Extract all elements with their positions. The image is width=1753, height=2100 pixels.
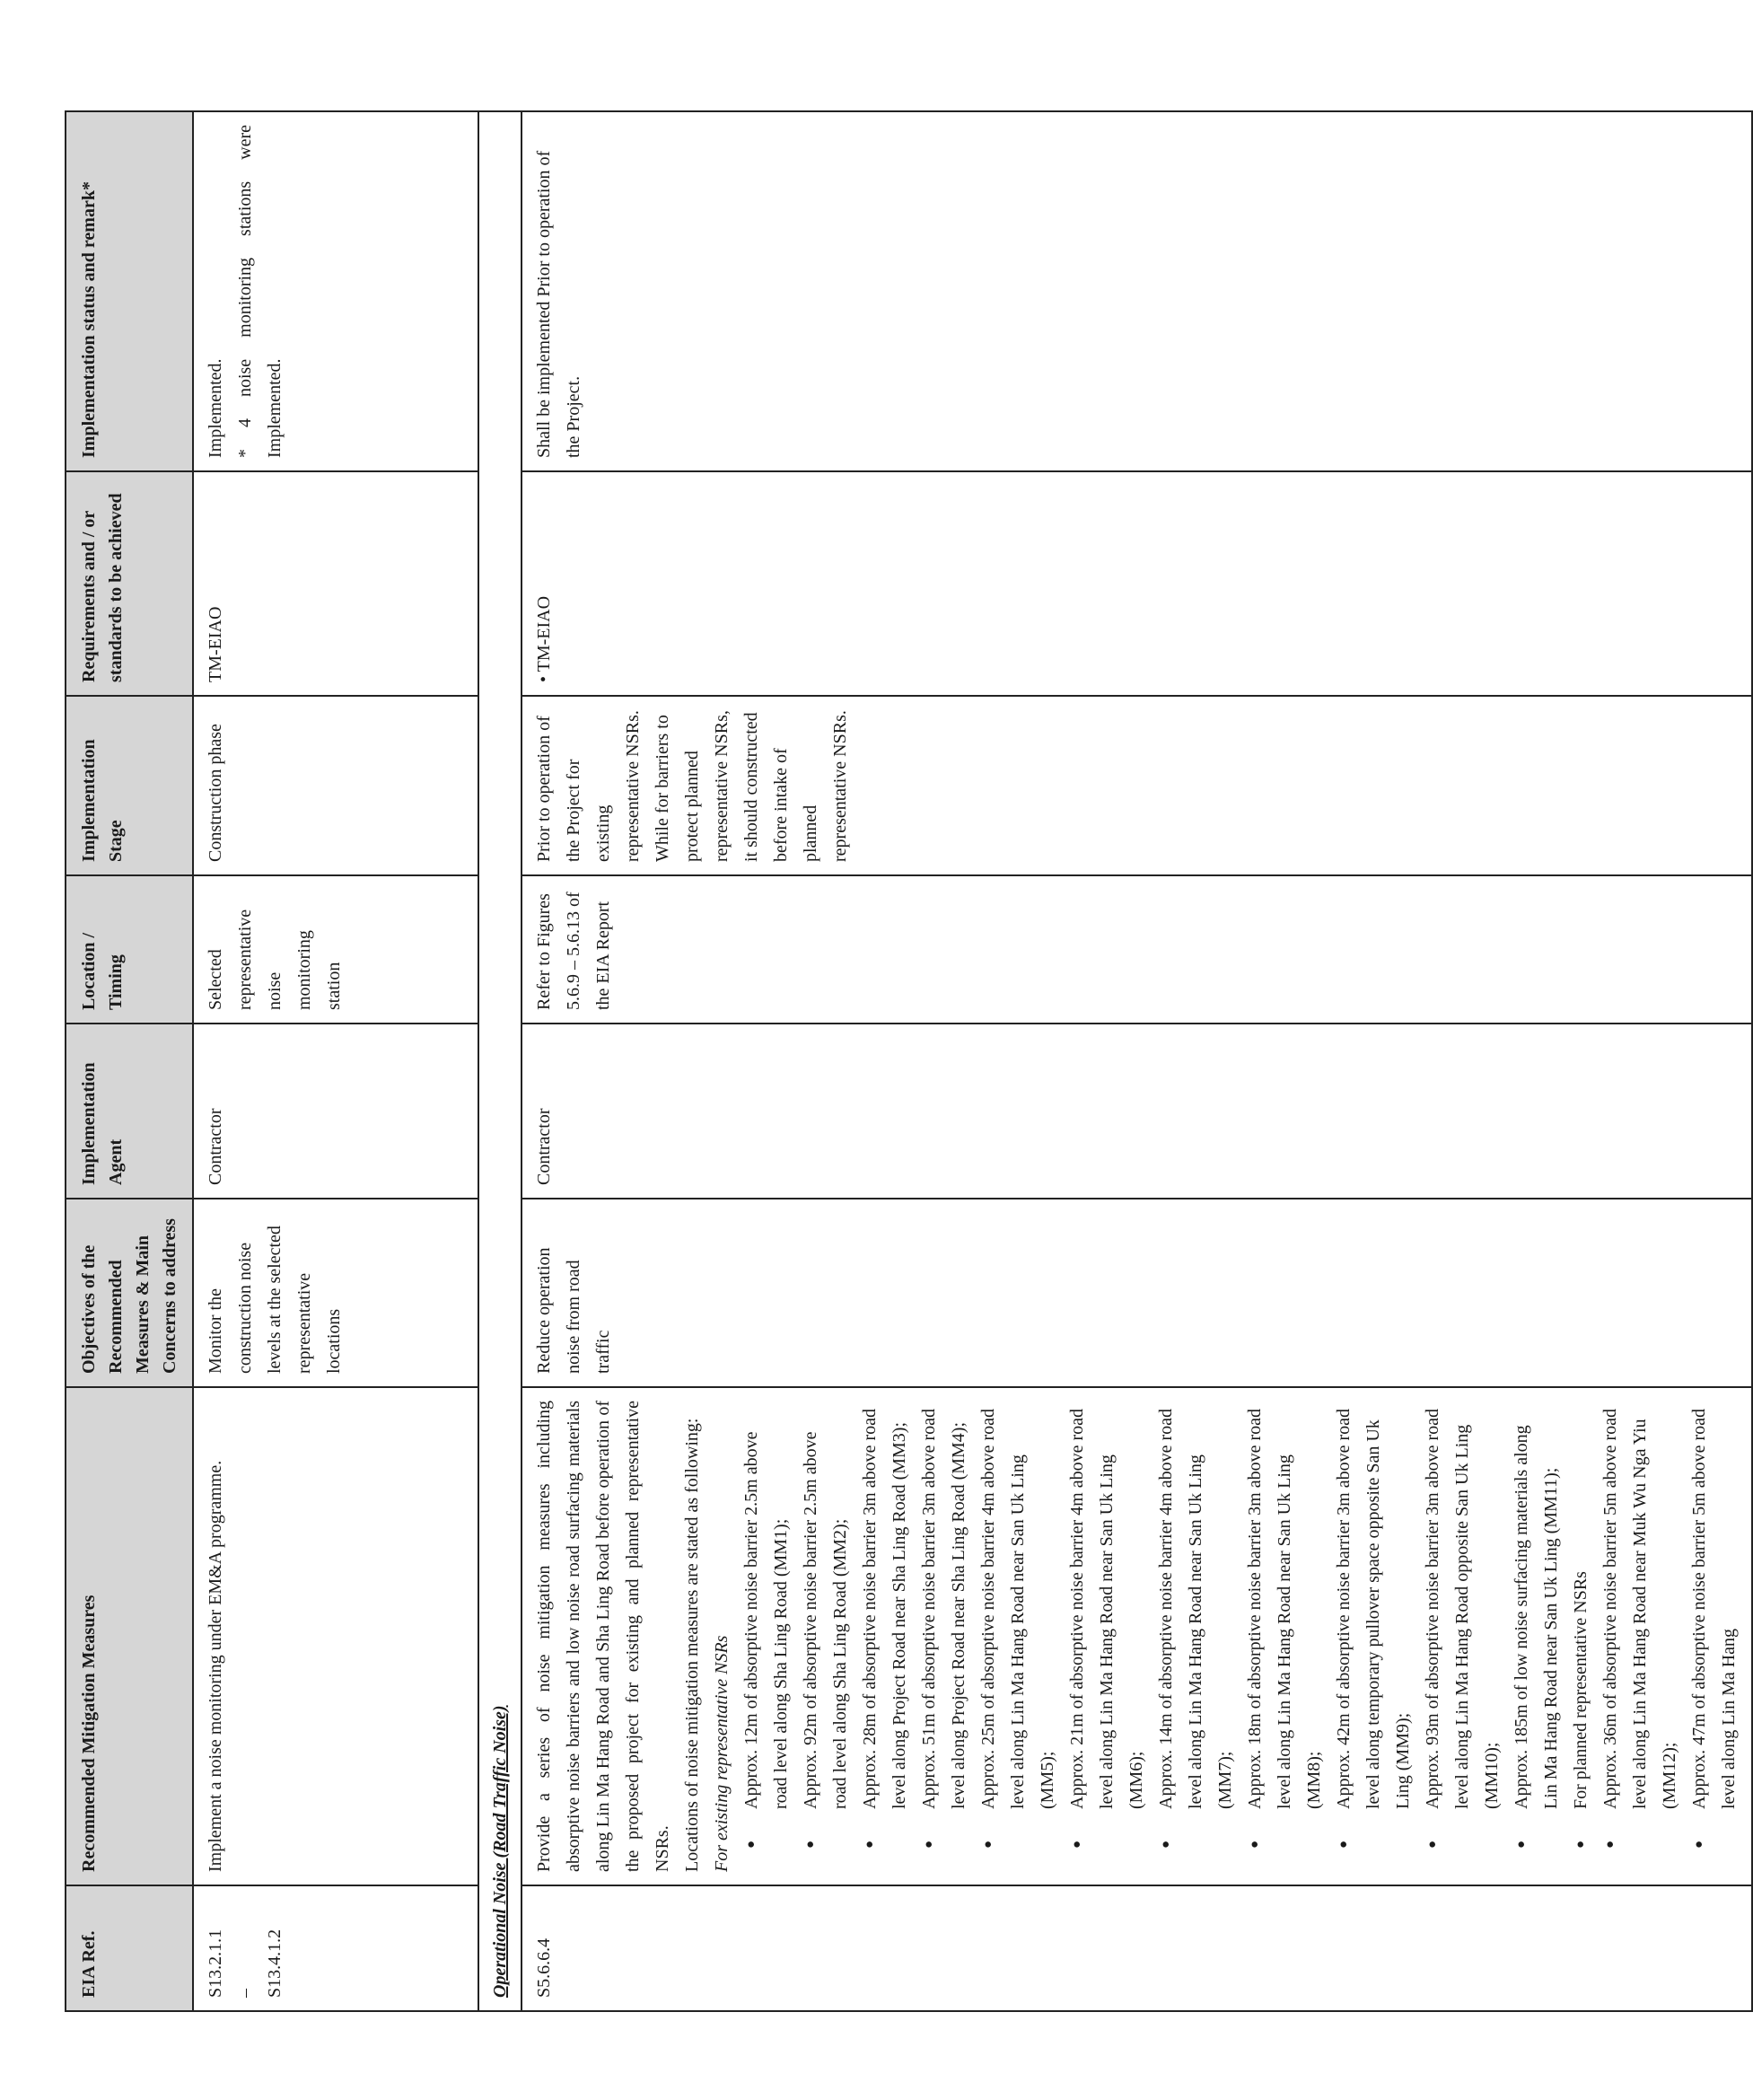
- col-header-stage: Implementation Stage: [66, 696, 193, 875]
- col-header-location: Location / Timing: [66, 875, 193, 1024]
- status-line-2: * 4 noise monitoring stations were Implemented.: [235, 125, 285, 458]
- col-header-measures: Recommended Mitigation Measures: [66, 1387, 193, 1885]
- existing-nsr-list: [737, 1401, 1566, 1872]
- header-row: [66, 111, 193, 2011]
- em-implementation-schedule-table: [65, 110, 1753, 2012]
- eia-ref-cell: S5.6.6.4: [522, 1885, 1752, 2011]
- requirements-cell: • TM-EIAO: [522, 471, 1752, 696]
- table-row-noise-monitoring: [193, 111, 478, 2011]
- col-header-objectives: Objectives of the Recommended Measures & Main Concerns to address: [66, 1199, 193, 1387]
- location-cell: Refer to Figures 5.6.9 – 5.6.13 of the EIA Report: [522, 875, 1752, 1024]
- section-header-row: [478, 111, 522, 2011]
- list-item: ● Approx. 93m of absorptive noise barrier 3m above road level along Lin Ma Hang Road opposite San Uk Ling (MM10);: [1418, 1401, 1507, 1849]
- list-item: ● Approx. 51m of absorptive noise barrier 3m above road level along Project Road near Sha Ling Road (MM4);: [915, 1401, 974, 1849]
- list-item: ● Approx. 42m of absorptive noise barrier 3m above road level along temporary pullover space opposite San Uk Ling (MM9);: [1329, 1401, 1418, 1849]
- section-title: Operational Noise (Road Traffic Noise): [490, 1705, 510, 1998]
- locations-line: Locations of noise mitigation measures are stated as following:: [682, 1418, 702, 1872]
- agent-cell: Contractor: [522, 1024, 1752, 1199]
- eia-ref-end: S13.4.1.2: [265, 1929, 285, 1998]
- list-item: ● Approx. 18m of absorptive noise barrier 3m above road level along Lin Ma Hang Road near San Uk Ling (MM8);: [1240, 1401, 1329, 1849]
- location-cell: Selected representative noise monitoring station: [193, 875, 478, 1024]
- requirements-cell: TM-EIAO: [193, 471, 478, 696]
- eia-ref-cell: [193, 1885, 478, 2011]
- col-header-status: Implementation status and remark*: [66, 111, 193, 471]
- list-item: ● Approx. 28m of absorptive noise barrier 3m above road level along Project Road near Sha Ling Road (MM3);: [855, 1401, 915, 1849]
- list-item: ● Approx. 21m of absorptive noise barrier 4m above road level along Lin Ma Hang Road near San Uk Ling (MM6);: [1063, 1401, 1152, 1849]
- col-header-requirements: Requirements and / or standards to be achieved: [66, 471, 193, 696]
- section-title-cell: [478, 111, 522, 2011]
- list-item: ● Approx. 185m of low noise surfacing materials along Lin Ma Hang Road near San Uk Ling (MM11);: [1507, 1401, 1566, 1849]
- planned-nsr-heading: ● For planned representative NSRs: [1566, 1401, 1596, 1849]
- list-item: ● Approx. 92m of absorptive noise barrier 2.5m above road level along Sha Ling Road (MM2);: [796, 1401, 855, 1849]
- agent-cell: Contractor: [193, 1024, 478, 1199]
- measure-cell: [522, 1387, 1752, 1885]
- col-header-eia-ref: EIA Ref.: [66, 1885, 193, 2011]
- objectives-cell: Monitor the construction noise levels at the selected representative locations: [193, 1199, 478, 1387]
- list-item: ● Approx. 14m of absorptive noise barrier 4m above road level along Lin Ma Hang Road near San Uk Ling (MM7);: [1152, 1401, 1240, 1849]
- list-item: ● Approx. 47m of absorptive noise barrier 5m above road level along Lin Ma Hang: [1685, 1401, 1744, 1849]
- list-item: ● Approx. 12m of absorptive noise barrier 2.5m above road level along Sha Ling Road (MM1);: [737, 1401, 796, 1849]
- objectives-cell: Reduce operation noise from road traffic: [522, 1199, 1752, 1387]
- list-item: ● Approx. 36m of absorptive noise barrier 5m above road level along Lin Ma Hang Road near Muk Wu Nga Yiu (MM12);: [1596, 1401, 1685, 1849]
- status-cell: [193, 111, 478, 471]
- existing-nsr-heading: For existing representative NSRs: [712, 1635, 732, 1872]
- list-item: ● Approx. 25m of absorptive noise barrier 4m above road level along Lin Ma Hang Road near San Uk Ling (MM5);: [974, 1401, 1063, 1849]
- eia-ref-start: S13.2.1.1: [206, 1929, 225, 1998]
- measure-cell: Implement a noise monitoring under EM&A programme.: [193, 1387, 478, 1885]
- eia-ref-dash: –: [235, 1989, 255, 1998]
- table-row-road-traffic-noise: [522, 111, 1752, 2011]
- stage-cell: Construction phase: [193, 696, 478, 875]
- col-header-agent: Implementation Agent: [66, 1024, 193, 1199]
- status-cell: Shall be implemented Prior to operation of the Project.: [522, 111, 1752, 471]
- planned-nsr-heading-list: [1566, 1401, 1744, 1872]
- measure-intro: Provide a series of noise mitigation measures including absorptive noise barriers and low noise road surfacing materials along Lin Ma Hang Road and Sha Ling Road before operation of the proposed project for existing and planned representative NSRs.: [534, 1401, 672, 1872]
- status-line-1: Implemented.: [206, 358, 225, 458]
- stage-cell: Prior to operation of the Project for existing representative NSRs. While for barriers to protect planned representative NSRs, it should constructed before intake of planned representative NSRs.: [522, 696, 1752, 875]
